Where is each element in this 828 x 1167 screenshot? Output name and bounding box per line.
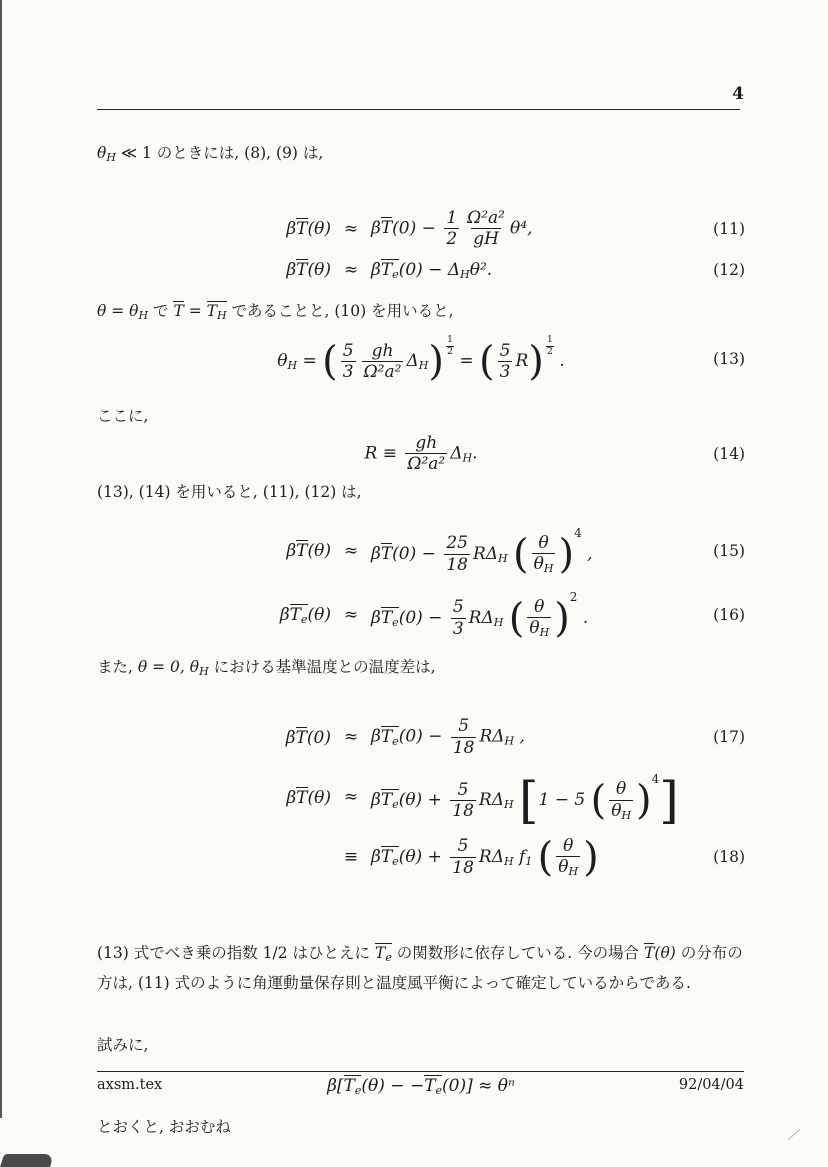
eq-14: R ≡ $\frac{gh}{\text{Ω²a²}}$ $\Delta_H$. (14) [364,432,745,475]
header-rule [97,109,740,110]
eq-11-12 [97,199,745,286]
equation-row: $\beta T_e(\theta)$ ≈ $\beta T_e(0)$ − $\frac{5}{3}$ $R\Delta_H$ ( $\frac{\theta}{\theta_H}$ )$^2$ . (16) [279,589,745,642]
equation-row: βT(θ) ≈ $\beta T_e(\theta)$ + $\frac{5}{18}$ $R\Delta_H$ [1 − 5 ( $\frac{\theta}{\theta_H}$ )$^4$] [286,771,679,830]
para-intro: $\theta_H$ ≪ 1 のときには, (8), (9) は, [97,144,324,164]
para-discussion: (13) 式でべき乗の指数 1/2 はひとえに $T_e$ の関数形に依存している. 今の場合 T(θ) の分布の方は, (11) 式のように角運動量保存則と温度風平衡によって確定しているからである. [97,943,743,992]
equation-row: βT(θ) ≈ βT(0) − $\frac{25}{18}$ $R\Delta_H$ ( $\frac{\theta}{\theta_H}$ )$^4$ , (15) [286,525,745,578]
equation-row: ≡ $\beta T_e(\theta)$ + $\frac{5}{18}$ $R\Delta_H$ $f_1$ ( $\frac{\theta}{\theta_H}$ ) (18) [343,834,745,881]
footer-date: 92/04/04 [678,1077,744,1093]
page-content [97,130,745,1142]
para-theta-h: $\theta = \theta_H$ で $T = T_H$ であることと, (10) を用いると, [97,301,454,322]
para-mata: また, θ = 0, $\theta_H$ における基準温度との温度差は, [97,658,436,679]
page-number: 4 [732,84,744,104]
para-using-13-14: (13), (14) を用いると, (11), (12) は, [97,482,362,501]
eq-13: $\theta_H$ = ( $\frac{5}{3}$ $\frac{gh}{\text{Ω²a²}}$ $\Delta_H$) $\frac{1}{2}$ = ( $\frac{5}{3}$ R) $\frac{1}{2}$ . (13) [277,334,745,385]
para-tookuto: とおくと, おおむね [97,1117,231,1136]
eq-15-16 [97,519,745,647]
equation-row: βT(0) ≈ $\beta T_e(0)$ − $\frac{5}{18}$ $R\Delta_H$ , (17) [285,716,745,758]
eq-trial: $\beta[T_e(\theta) - -T_e(0)] \approx \theta^n$ [327,1075,515,1097]
equation-row: βT(θ) ≈ $\beta T_e(0) - \Delta_H\theta^2$. (12) [286,259,745,281]
footer-filename: axsm.tex [97,1077,163,1093]
scan-scratch-artifact [788,1129,801,1140]
para-kokoromi: 試みに, [97,1035,149,1054]
para-koko-ni: ここに, [97,406,149,425]
scan-corner-artifact [0,1154,54,1167]
page-header [97,84,744,114]
equation-row: βT(θ) ≈ βT(0) − $\frac{1}{2}$ $\frac{\text{Ω²a²}}{gH}$ θ⁴, (11) [286,208,745,250]
eq-17-18 [97,709,745,885]
scan-edge-artifact [0,0,2,1118]
page-footer [97,1071,744,1093]
